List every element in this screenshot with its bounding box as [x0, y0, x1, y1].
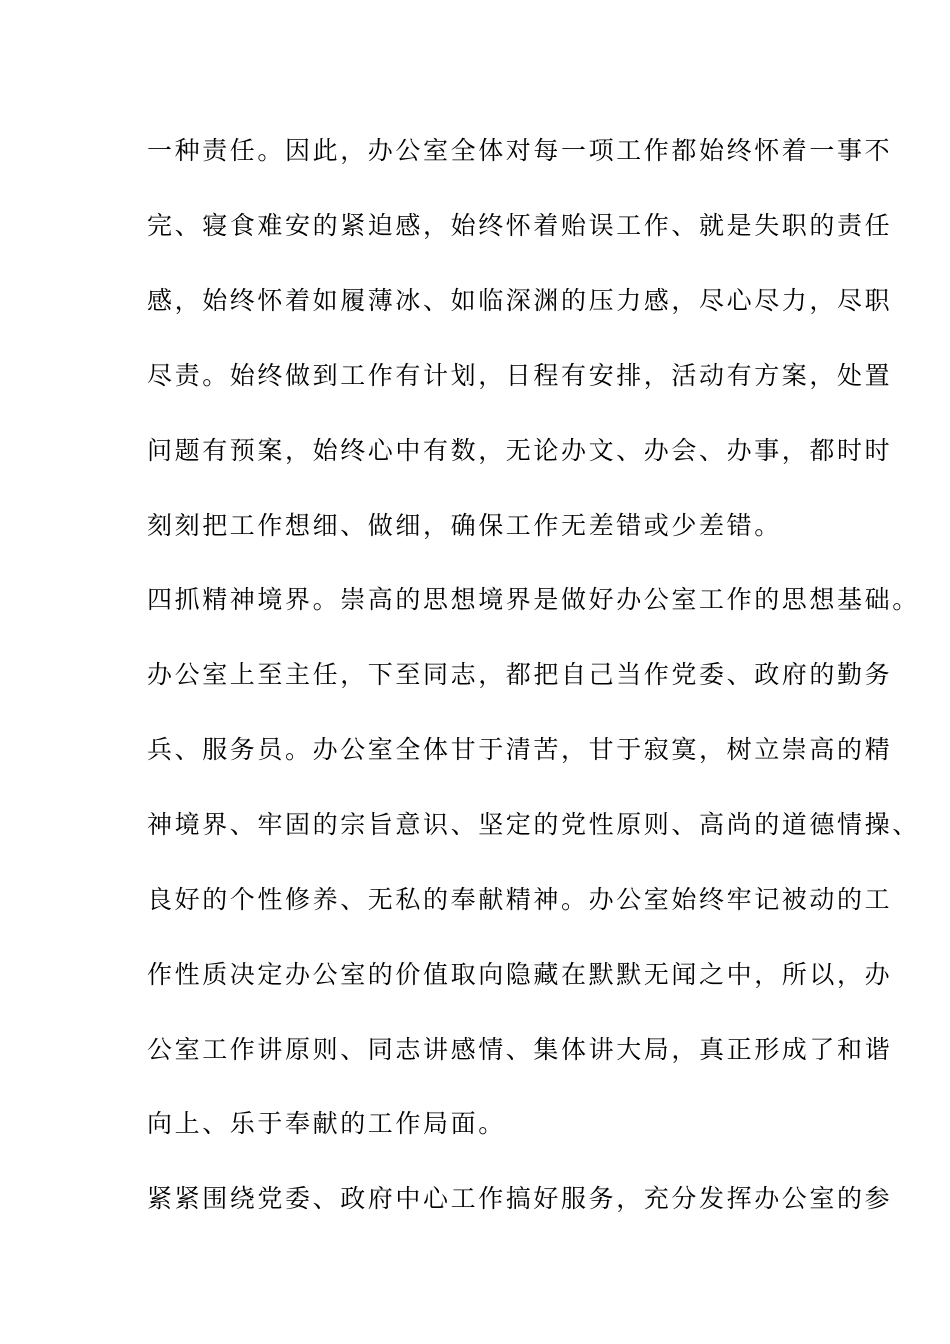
text-line-6: 刻刻把工作想细、做细，确保工作无差错或少差错。 [147, 511, 782, 540]
text-line-12: 作性质决定办公室的价值取向隐藏在默默无闻之中，所以，办 [147, 960, 893, 989]
text-line-4: 尽责。始终做到工作有计划，日程有安排，活动有方案，处置 [147, 361, 893, 390]
text-line-15: 紧紧围绕党委、政府中心工作搞好服务，充分发挥办公室的参 [147, 1184, 893, 1213]
text-line-10: 神境界、牢固的宗旨意识、坚定的党性原则、高尚的道德情操、 [147, 810, 920, 839]
text-line-2: 完、寝食难安的紧迫感，始终怀着贻误工作、就是失职的责任 [147, 211, 893, 240]
text-line-1: 一种责任。因此，办公室全体对每一项工作都始终怀着一事不 [147, 136, 893, 165]
text-line-3: 感，始终怀着如履薄冰、如临深渊的压力感，尽心尽力，尽职 [147, 286, 893, 315]
text-line-14: 向上、乐于奉献的工作局面。 [147, 1109, 506, 1138]
text-line-9: 兵、服务员。办公室全体甘于清苦，甘于寂寞，树立崇高的精 [147, 735, 893, 764]
text-line-13: 公室工作讲原则、同志讲感情、集体讲大局，真正形成了和谐 [147, 1035, 893, 1064]
text-line-8: 办公室上至主任，下至同志，都把自己当作党委、政府的勤务 [147, 660, 893, 689]
text-line-5: 问题有预案，始终心中有数，无论办文、办会、办事，都时时 [147, 436, 893, 465]
text-line-11: 良好的个性修养、无私的奉献精神。办公室始终牢记被动的工 [147, 885, 893, 914]
text-line-7: 四抓精神境界。崇高的思想境界是做好办公室工作的思想基础。 [147, 585, 920, 614]
